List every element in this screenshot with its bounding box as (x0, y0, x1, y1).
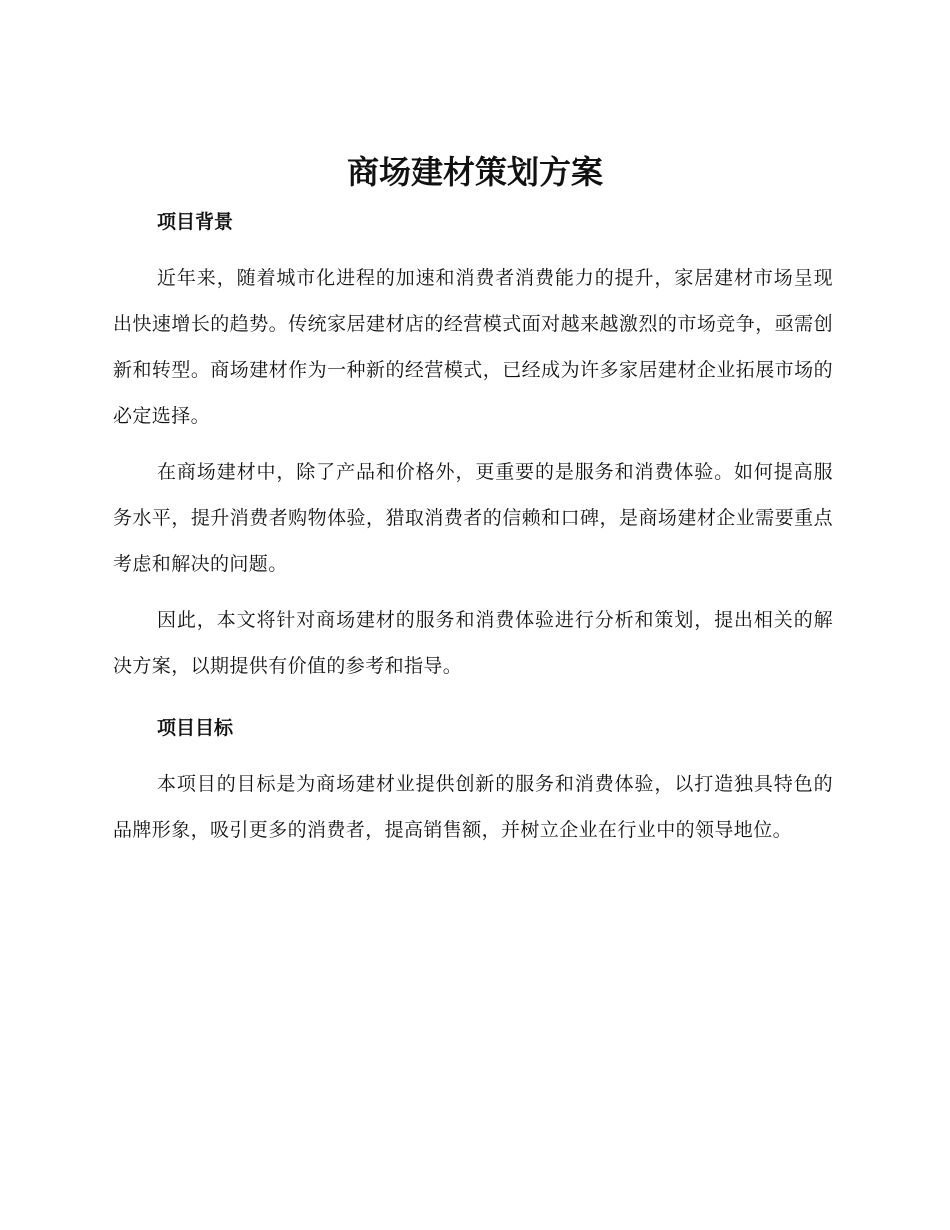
paragraph: 因此，本文将针对商场建材的服务和消费体验进行分析和策划，提出相关的解决方案，以期提供有价值的参考和指导。 (113, 609, 833, 677)
paragraph: 在商场建材中，除了产品和价格外，更重要的是服务和消费体验。如何提高服务水平，提升消费者购物体验，猎取消费者的信赖和口碑，是商场建材企业需要重点考虑和解决的问题。 (113, 461, 833, 575)
section-heading: 项目目标 (157, 717, 234, 739)
section-background (113, 205, 833, 689)
paragraph: 近年来，随着城市化进程的加速和消费者消费能力的提升，家居建材市场呈现出快速增长的趋势。传统家居建材店的经营模式面对越来越激烈的市场竞争，亟需创新和转型。商场建材作为一种新的经营模式，已经成为许多家居建材企业拓展市场的必定选择。 (113, 267, 833, 427)
document-body (113, 205, 833, 863)
document-title: 商场建材策划方案 (346, 153, 603, 191)
paragraph: 本项目的目标是为商场建材业提供创新的服务和消费体验，以打造独具特色的品牌形象，吸引更多的消费者，提高销售额，并树立企业在行业中的领导地位。 (113, 773, 833, 841)
section-heading: 项目背景 (157, 211, 234, 233)
section-goals (113, 711, 833, 853)
